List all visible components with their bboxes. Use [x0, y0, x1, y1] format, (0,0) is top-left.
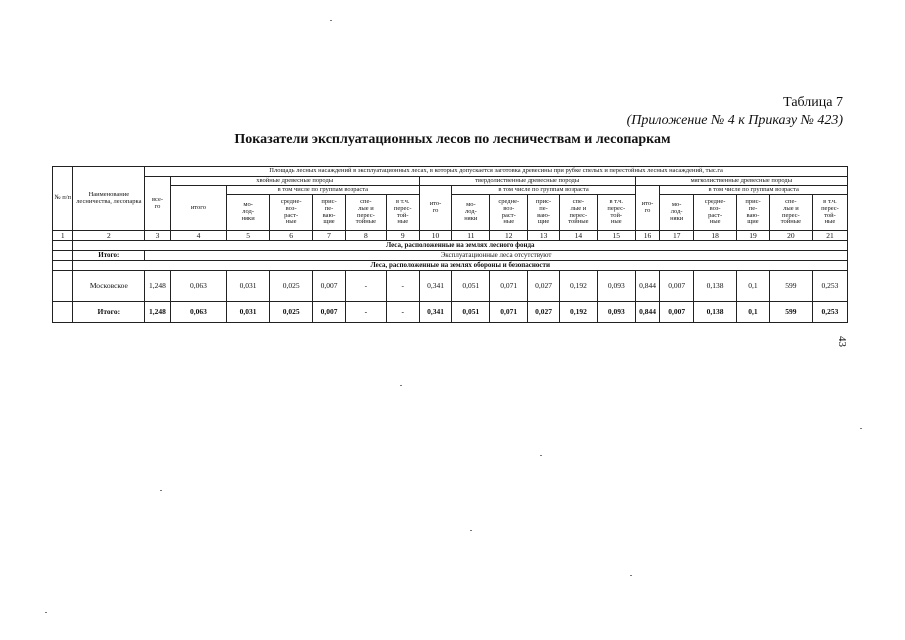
empty-cell	[53, 261, 73, 271]
total-cell: 1,248	[145, 302, 171, 323]
column-number: 18	[694, 231, 737, 241]
section-total-row	[53, 251, 848, 261]
table-cell: 0,138	[694, 271, 737, 302]
column-number: 14	[559, 231, 597, 241]
table-cell: 0,027	[528, 271, 560, 302]
total-cell: -	[386, 302, 419, 323]
column-number: 19	[737, 231, 770, 241]
absent-note: Эксплуатационные леса отсутствуют	[145, 251, 848, 261]
section-header-row	[53, 261, 848, 271]
column-number: 3	[145, 231, 171, 241]
column-number: 12	[490, 231, 528, 241]
column-number: 13	[528, 231, 560, 241]
total-cell: 0,007	[660, 302, 694, 323]
table-cell: 0,341	[419, 271, 452, 302]
group-header-coniferous: хвойные древесные породы	[170, 177, 419, 186]
table-number: Таблица 7	[783, 95, 843, 110]
total-cell: 0,031	[227, 302, 270, 323]
forestry-name: Московское	[73, 271, 145, 302]
scan-speck	[540, 455, 542, 456]
col-header-area: Площадь лесных насаждений в эксплуатационных лесах, в которых допускается заготовка древесины при рубке спелых и перестойных лесных насаждений, тыс.га	[145, 167, 848, 177]
table-cell: 0,063	[170, 271, 226, 302]
empty-cell	[53, 302, 73, 323]
table-cell: -	[345, 271, 386, 302]
table-cell: 0,192	[559, 271, 597, 302]
col-header-mature: спе- лые и перес- тойные	[559, 195, 597, 231]
col-header-middle-aged: средне- воз- раст- ные	[490, 195, 528, 231]
empty-cell	[53, 241, 73, 251]
page-title: Показатели эксплуатационных лесов по лесничествам и лесопаркам	[234, 132, 671, 147]
col-header-young: мо- лод- няки	[452, 195, 490, 231]
table-cell: 0,071	[490, 271, 528, 302]
column-number: 17	[660, 231, 694, 241]
col-header-young: мо- лод- няки	[660, 195, 694, 231]
age-groups-header: в том числе по группам возраста	[660, 186, 848, 195]
col-header-overmature: в т.ч. перес- той- ные	[812, 195, 847, 231]
column-number: 1	[53, 231, 73, 241]
total-cell: 599	[769, 302, 812, 323]
scan-speck	[400, 385, 402, 386]
col-header-no: № п/п	[53, 167, 73, 231]
total-label: Итого:	[73, 302, 145, 323]
total-cell: 0,027	[528, 302, 560, 323]
total-cell: 0,138	[694, 302, 737, 323]
total-cell: 0,253	[812, 302, 847, 323]
table-cell: 0,025	[270, 271, 313, 302]
age-groups-header: в том числе по группам возраста	[452, 186, 635, 195]
column-number: 15	[597, 231, 635, 241]
col-header-mature: спе- лые и перес- тойные	[345, 195, 386, 231]
table-row	[53, 271, 848, 302]
table-cell: 599	[769, 271, 812, 302]
scan-speck	[160, 490, 162, 491]
scan-speck	[630, 575, 632, 576]
table-cell: 0,007	[313, 271, 346, 302]
table-cell: 0,051	[452, 271, 490, 302]
page-number: 43	[836, 336, 848, 347]
section-title-forest-fund: Леса, расположенные на землях лесного фонда	[73, 241, 848, 251]
scan-speck	[860, 428, 862, 429]
col-header-maturing: прис- пе- ваю- щие	[737, 195, 770, 231]
column-number: 4	[170, 231, 226, 241]
col-header-itogo: итого	[170, 186, 226, 231]
col-header-middle-aged: средне- воз- раст- ные	[270, 195, 313, 231]
column-number-row	[53, 231, 848, 241]
col-header-maturing: прис- пе- ваю- щие	[528, 195, 560, 231]
total-label: Итого:	[73, 251, 145, 261]
total-cell: 0,051	[452, 302, 490, 323]
table-cell: 0,1	[737, 271, 770, 302]
col-header-mature: спе- лые и перес- тойные	[769, 195, 812, 231]
col-header-name: Наименование лесничества, лесопарка	[73, 167, 145, 231]
column-number: 8	[345, 231, 386, 241]
total-cell: -	[345, 302, 386, 323]
total-cell: 0,007	[313, 302, 346, 323]
total-cell: 0,341	[419, 302, 452, 323]
section-title-defense-lands: Леса, расположенные на землях обороны и безопасности	[73, 261, 848, 271]
col-header-itogo: ито- го	[419, 186, 452, 231]
total-cell: 0,093	[597, 302, 635, 323]
group-header-hardwood: твердолиственные древесные породы	[419, 177, 635, 186]
group-header-softwood: мягколиственные древесные породы	[635, 177, 847, 186]
column-number: 10	[419, 231, 452, 241]
column-number: 16	[635, 231, 660, 241]
col-header-itogo: ито- го	[635, 186, 660, 231]
column-number: 5	[227, 231, 270, 241]
col-header-overmature: в т.ч. перес- той- ные	[597, 195, 635, 231]
age-groups-header: в том числе по группам возраста	[227, 186, 420, 195]
col-header-maturing: прис- пе- ваю- щие	[313, 195, 346, 231]
forest-indicators-table	[52, 166, 848, 323]
column-number: 9	[386, 231, 419, 241]
column-number: 6	[270, 231, 313, 241]
scan-speck	[45, 612, 47, 613]
scan-speck	[470, 530, 472, 531]
total-cell: 0,192	[559, 302, 597, 323]
col-header-young: мо- лод- няки	[227, 195, 270, 231]
column-number: 20	[769, 231, 812, 241]
column-number: 21	[812, 231, 847, 241]
table-cell: 0,093	[597, 271, 635, 302]
col-header-middle-aged: средне- воз- раст- ные	[694, 195, 737, 231]
scan-speck	[330, 20, 332, 21]
total-cell: 0,1	[737, 302, 770, 323]
column-number: 2	[73, 231, 145, 241]
column-number: 7	[313, 231, 346, 241]
total-cell: 0,063	[170, 302, 226, 323]
total-cell: 0,071	[490, 302, 528, 323]
total-cell: 0,025	[270, 302, 313, 323]
table-cell: 0,007	[660, 271, 694, 302]
table-cell: 1,248	[145, 271, 171, 302]
table-cell: 0,253	[812, 271, 847, 302]
total-cell: 0,844	[635, 302, 660, 323]
col-header-overmature: в т.ч. перес- той- ные	[386, 195, 419, 231]
row-number	[53, 271, 73, 302]
col-header-total: все- го	[145, 177, 171, 231]
total-row	[53, 302, 848, 323]
section-header-row	[53, 241, 848, 251]
column-number: 11	[452, 231, 490, 241]
empty-cell	[53, 251, 73, 261]
table-cell: 0,844	[635, 271, 660, 302]
table-cell: -	[386, 271, 419, 302]
annex-reference: (Приложение № 4 к Приказу № 423)	[626, 113, 843, 128]
table-cell: 0,031	[227, 271, 270, 302]
